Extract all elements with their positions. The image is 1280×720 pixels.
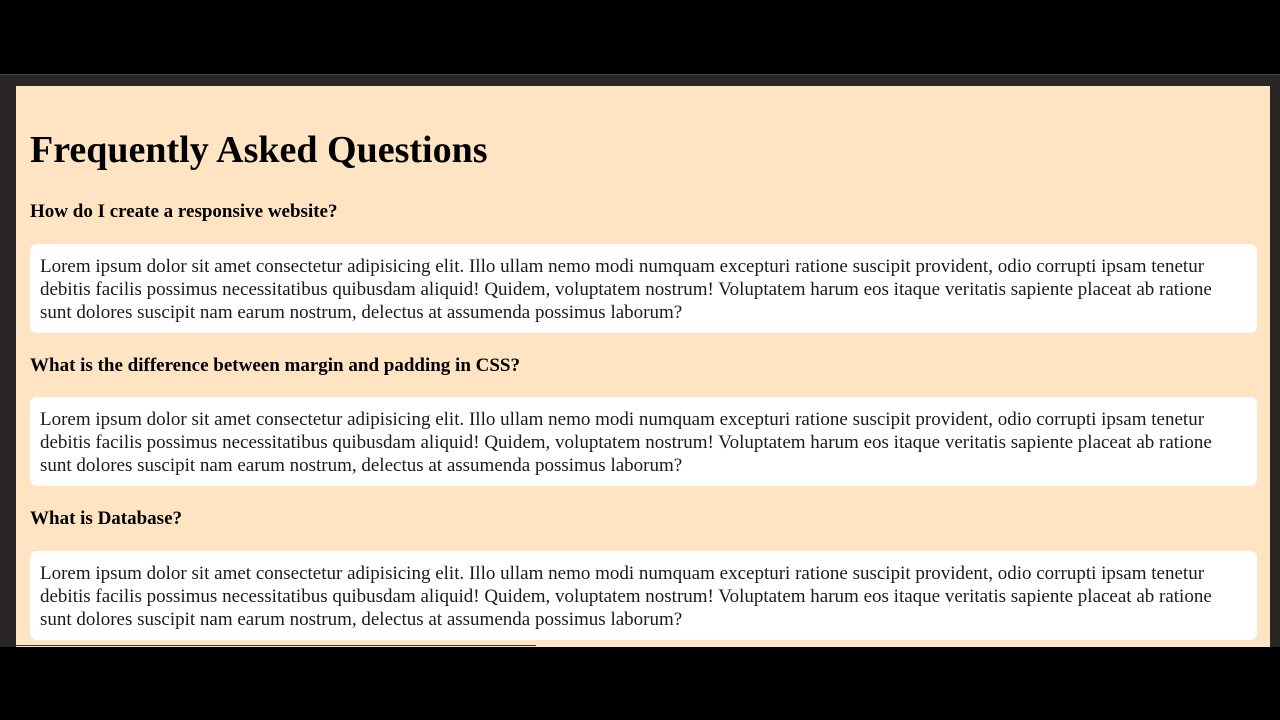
page-title: Frequently Asked Questions <box>30 129 488 171</box>
faq-answer-2: Lorem ipsum dolor sit amet consectetur adipisicing elit. Illo ullam nemo modi numquam excepturi ratione suscipit provident, odio corrupti ipsam tenetur debitis facilis possimus necessitatibus quibusdam aliquid! Quidem, voluptatem nostrum! Voluptatem harum eos itaque veritatis sapiente placeat ab ratione sunt dolores suscipit nam earum nostrum, delectus at assumenda possimus laborum? <box>30 397 1257 486</box>
bottom-divider <box>16 645 536 646</box>
browser-frame <box>0 74 1280 647</box>
faq-answer-3: Lorem ipsum dolor sit amet consectetur adipisicing elit. Illo ullam nemo modi numquam excepturi ratione suscipit provident, odio corrupti ipsam tenetur debitis facilis possimus necessitatibus quibusdam aliquid! Quidem, voluptatem nostrum! Voluptatem harum eos itaque veritatis sapiente placeat ab ratione sunt dolores suscipit nam earum nostrum, delectus at assumenda possimus laborum? <box>30 551 1257 640</box>
page-viewport[interactable] <box>16 86 1270 647</box>
faq-question-2[interactable]: What is the difference between margin and padding in CSS? <box>30 355 521 376</box>
faq-question-3[interactable]: What is Database? <box>30 508 183 529</box>
faq-question-1[interactable]: How do I create a responsive website? <box>30 201 338 222</box>
faq-answer-1: Lorem ipsum dolor sit amet consectetur adipisicing elit. Illo ullam nemo modi numquam excepturi ratione suscipit provident, odio corrupti ipsam tenetur debitis facilis possimus necessitatibus quibusdam aliquid! Quidem, voluptatem nostrum! Voluptatem harum eos itaque veritatis sapiente placeat ab ratione sunt dolores suscipit nam earum nostrum, delectus at assumenda possimus laborum? <box>30 244 1257 333</box>
